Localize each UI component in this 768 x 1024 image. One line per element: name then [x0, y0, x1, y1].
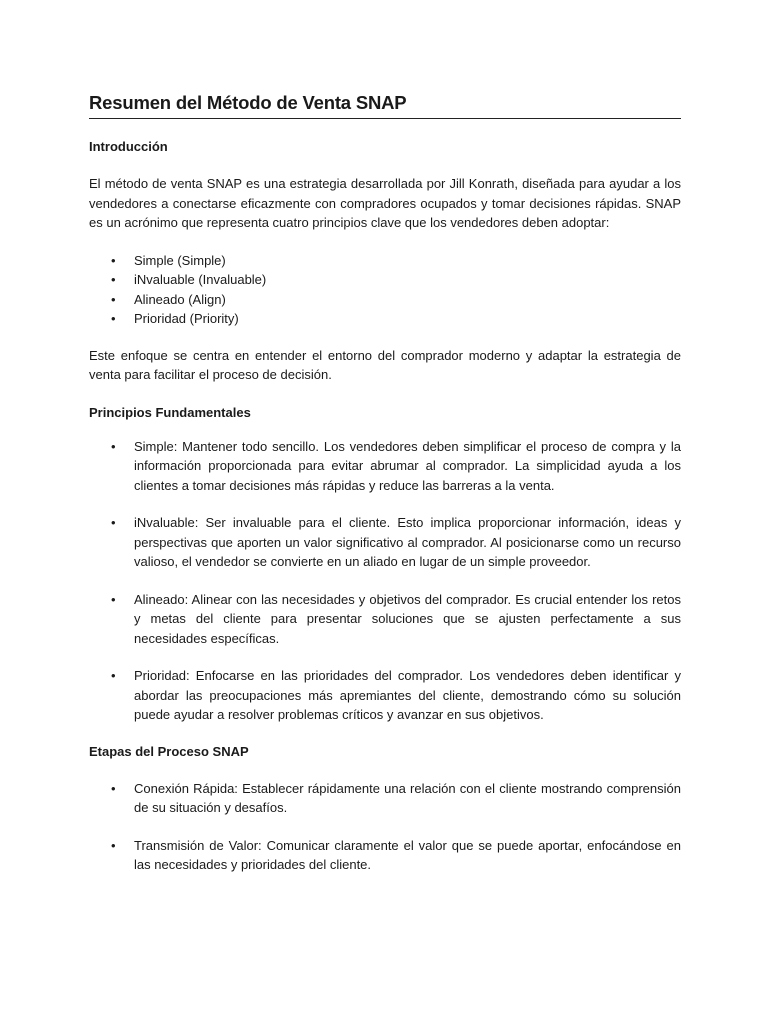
- list-item: • iNvaluable: Ser invaluable para el cliente. Esto implica proporcionar información, ideas y perspectivas que aporten un valor significativo al comprador. Al posicionarse como un recurso valioso, el vendedor se convierte en un aliado en lugar de un simple proveedor.: [111, 515, 681, 569]
- bullet-icon: •: [111, 438, 116, 454]
- list-item: • Simple (Simple): [89, 251, 681, 271]
- intro-closing-paragraph: Este enfoque se centra en entender el entorno del comprador moderno y adaptar la estrategia de venta para facilitar el proceso de decisión.: [89, 347, 681, 382]
- bullet-icon: •: [111, 591, 116, 607]
- principles-heading: Principios Fundamentales: [89, 404, 251, 420]
- document-title: Resumen del Método de Venta SNAP: [89, 92, 681, 119]
- list-item: • Prioridad (Priority): [89, 309, 681, 329]
- list-item: • Alineado: Alinear con las necesidades y objetivos del comprador. Es crucial entender los retos y metas del cliente para presentar soluciones que se ajusten perfectamente a sus necesidades específicas.: [111, 591, 681, 646]
- document-content: [89, 92, 681, 875]
- bullet-icon: •: [111, 252, 116, 268]
- bullet-icon: •: [111, 837, 116, 853]
- list-item: • Transmisión de Valor: Comunicar claramente el valor que se puede aportar, enfocándose en las necesidades y prioridades del cliente.: [111, 837, 681, 872]
- intro-paragraph: El método de venta SNAP es una estrategia desarrollada por Jill Konrath, diseñada para ayudar a los vendedores a conectarse eficazmente con compradores ocupados y tomar decisiones rápidas. SNAP es un acrónimo que representa cuatro principios clave que los vendedores deben adoptar:: [89, 176, 681, 230]
- bullet-icon: •: [111, 780, 116, 796]
- bullet-icon: •: [111, 668, 116, 683]
- snap-acronym-list: [89, 251, 681, 329]
- bullet-icon: •: [111, 291, 116, 307]
- list-item: • Prioridad: Enfocarse en las prioridades del comprador. Los vendedores deben identificar y abordar las preocupaciones más apremiantes del cliente, demostrando cómo su solución puede ayudar a resolver problemas críticos y avanzar en sus objetivos.: [111, 668, 681, 722]
- principles-list: [89, 437, 681, 725]
- bullet-icon: •: [111, 515, 116, 530]
- stages-heading: Etapas del Proceso SNAP: [89, 743, 249, 759]
- bullet-icon: •: [111, 272, 116, 287]
- list-item: • Conexión Rápida: Establecer rápidamente una relación con el cliente mostrando comprensión de su situación y desafíos.: [111, 780, 681, 815]
- stages-list: [89, 779, 681, 875]
- intro-heading: Introducción: [89, 139, 168, 154]
- list-item: • Simple: Mantener todo sencillo. Los vendedores deben simplificar el proceso de compra y la información proporcionada para evitar abrumar al comprador. La simplicidad ayuda a los clientes a tomar decisiones más rápidas y reduce las barreras a la venta.: [111, 438, 681, 493]
- list-item: • Alineado (Align): [89, 290, 681, 310]
- bullet-icon: •: [111, 311, 116, 326]
- list-item: • iNvaluable (Invaluable): [89, 270, 681, 290]
